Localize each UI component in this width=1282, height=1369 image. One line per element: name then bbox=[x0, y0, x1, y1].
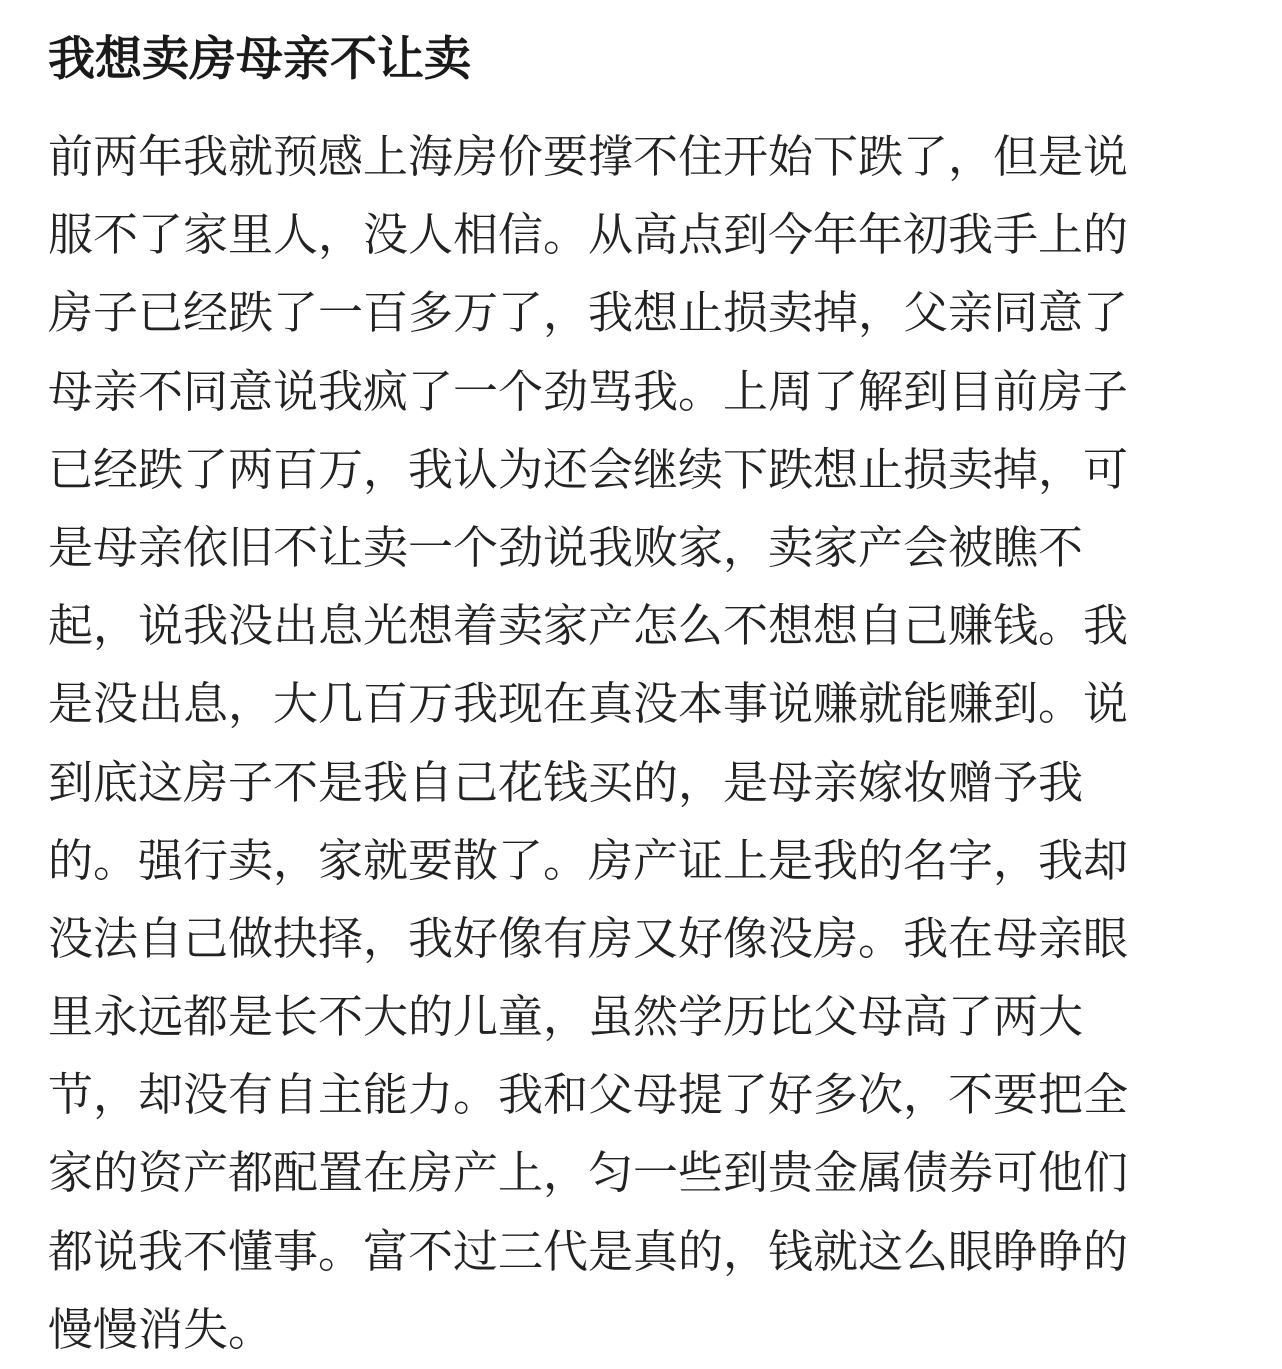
body-line: 服不了家里人，没人相信。从高点到今年年初我手上的 bbox=[48, 208, 1129, 262]
body-line: 前两年我就预感上海房价要撑不住开始下跌了，但是说 bbox=[48, 130, 1129, 183]
body-line: 里永远都是长不大的儿童，虽然学历比父母高了两大 bbox=[48, 990, 1084, 1044]
post-title: 我想卖房母亲不让卖 bbox=[48, 32, 471, 87]
body-line: 家的资产都配置在房产上，匀一些到贵金属债券可他们 bbox=[48, 1146, 1129, 1200]
body-line: 都说我不懂事。富不过三代是真的，钱就这么眼睁睁的 bbox=[48, 1224, 1129, 1278]
body-line: 起，说我没出息光想着卖家产怎么不想想自己赚钱。我 bbox=[48, 599, 1129, 653]
post-body bbox=[48, 118, 1234, 1369]
body-line: 已经跌了两百万，我认为还会继续下跌想止损卖掉，可 bbox=[48, 442, 1129, 496]
body-line: 房子已经跌了一百多万了，我想止损卖掉，父亲同意了 bbox=[48, 286, 1129, 340]
body-line: 是没出息，大几百万我现在真没本事说赚就能赚到。说 bbox=[48, 677, 1129, 731]
body-line: 没法自己做抉择，我好像有房又好像没房。我在母亲眼 bbox=[48, 911, 1129, 965]
body-line: 母亲不同意说我疯了一个劲骂我。上周了解到目前房子 bbox=[48, 364, 1129, 418]
body-line: 慢慢消失。 bbox=[48, 1302, 274, 1356]
body-line: 的。强行卖，家就要散了。房产证上是我的名字，我却 bbox=[48, 833, 1129, 887]
post-article bbox=[48, 24, 1234, 1369]
body-line: 是母亲依旧不让卖一个劲说我败家，卖家产会被瞧不 bbox=[48, 520, 1084, 574]
body-line: 节，却没有自主能力。我和父母提了好多次，不要把全 bbox=[48, 1068, 1129, 1122]
body-line: 到底这房子不是我自己花钱买的，是母亲嫁妆赠予我 bbox=[48, 755, 1084, 809]
